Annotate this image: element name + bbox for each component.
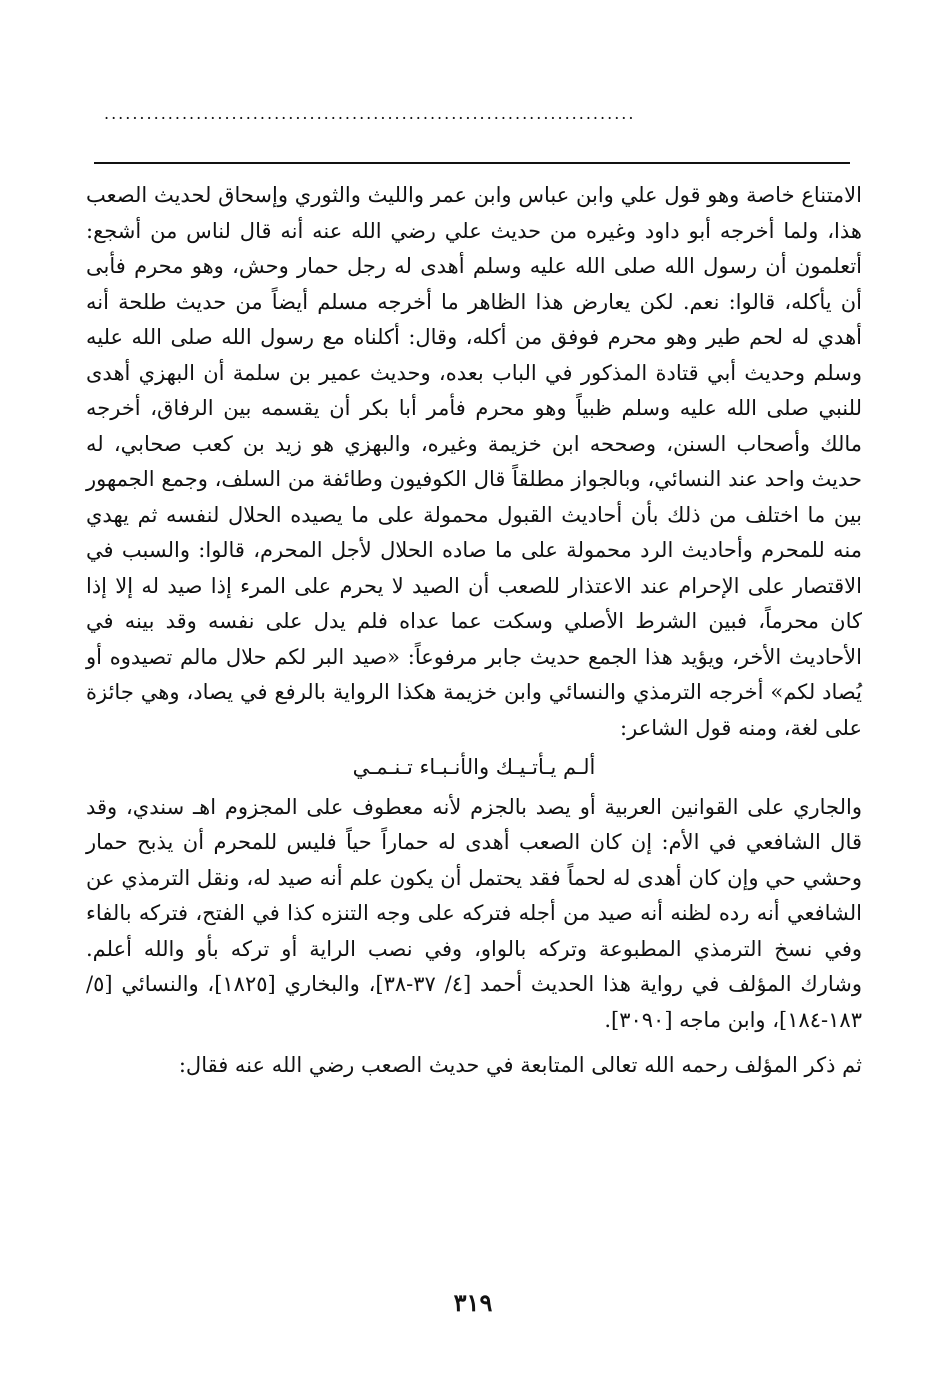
commentary-text <box>86 178 862 1084</box>
dotted-separator: ........................................................................... <box>104 104 636 123</box>
page-number: ٣١٩ <box>453 1288 493 1317</box>
horizontal-rule <box>94 162 850 164</box>
paragraph-2: والجاري على القوانين العربية أو يصد بالجزم لأنه معطوف على المجزوم اهـ سندي، وقد قال الشافعي في الأم: إن كان الصعب أهدى له حماراً حياً فليس للمحرم أن يذبح حمار وحشي حي وإن كان أهدى له لحماً فقد يحتمل أن يكون علم أنه صيد له، ونقل الترمذي عن الشافعي أنه رده لظنه أنه صيد من أجله فتركه على وجه التنزه كذا في الفتح، فتركه بالفاء وفي نسخ الترمذي المطبوعة وتركه بالواو، وفي نصب الراية أو تركه بأو والله أعلم. وشارك المؤلف في رواية هذا الحديث أحمد [٤/ ٣٧-٣٨]، والبخاري [١٨٢٥]، والنسائي [٥/ ١٨٣-١٨٤]، وابن ماجه [٣٠٩٠]. <box>86 794 862 1032</box>
closing-line: ثم ذكر المؤلف رحمه الله تعالى المتابعة في حديث الصعب رضي الله عنه فقال: <box>178 1053 862 1077</box>
paragraph-1: الامتناع خاصة وهو قول علي وابن عباس وابن عمر والليث والثوري وإسحاق لحديث الصعب هذا، ولما أخرجه أبو داود وغيره من حديث علي رضي الله عنه أنه قال لناس من أشجع: أتعلمون أن رسول الله صلى الله عليه وسلم أهدى له رجل حمار وحش، وهو محرم فأبى أن يأكله، قالوا: نعم. لكن يعارض هذا الظاهر ما أخرجه مسلم أيضاً من حديث طلحة أنه أهدي له لحم طير وهو محرم فوفق من أكله، وقال: أكلناه مع رسول الله صلى الله عليه وسلم وحديث أبي قتادة المذكور في الباب بعده، وحديث عمير بن سلمة أن البهزي أهدى للنبي صلى الله عليه وسلم ظبياً وهو محرم فأمر أبا بكر أن يقسمه بين الرفاق، أخرجه مالك وأصحاب السنن، وصححه ابن خزيمة وغيره، والبهزي هو زيد بن كعب صحابي، له حديث واحد عند النسائي، وبالجواز مطلقاً قال الكوفيون وطائفة من السلف، وجمع الجمهور بين ما اختلف من ذلك بأن أحاديث القبول محمولة على ما يصيده الحلال لنفسه ثم يهدي منه للمحرم وأحاديث الرد محمولة على ما صاده الحلال لأجل المحرم، قالوا: والسبب في الاقتصار على الإحرام عند الاعتذار للصعب أن الصيد لا يحرم على المرء إذا صيد له إلا إذا كان محرماً، فبين الشرط الأصلي وسكت عما عداه فلم يدل على نفسه وقد بينه في الأحاديث الأخر، ويؤيد هذا الجمع حديث جابر مرفوعاً: «صيد البر لكم حلال مالم تصيدوه أو يُصاد لكم» أخرجه الترمذي والنسائي وابن خزيمة هكذا الرواية بالرفع في يصاد، وهي جائزة على لغة، ومنه قول الشاعر: <box>86 183 862 740</box>
poetry-verse: ألـم يـأتـيـك والأنـبـاء تـنـمـي <box>352 755 596 779</box>
